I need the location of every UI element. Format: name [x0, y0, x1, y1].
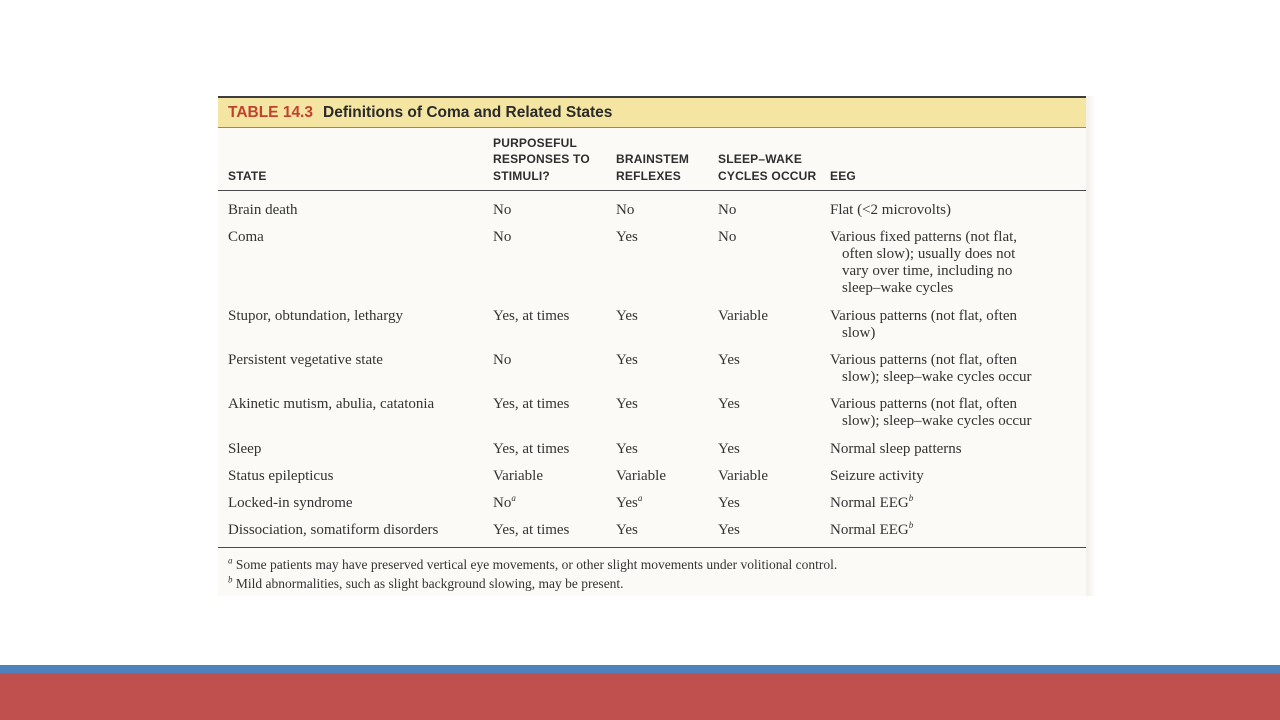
cell-value: No — [493, 352, 512, 368]
eeg-line — [830, 352, 1080, 369]
footnote-text: Mild abnormalities, such as slight background slowing, may be present. — [232, 576, 624, 591]
cell-brainstem-reflexes — [616, 468, 666, 485]
eeg-line — [830, 495, 1080, 512]
table-title-bar — [218, 96, 1086, 128]
cell-eeg — [830, 229, 1080, 297]
header-line: STIMULI? — [493, 168, 550, 183]
cell-purposeful-responses — [493, 396, 569, 413]
eeg-text: slow) — [842, 325, 876, 341]
eeg-text: Normal EEG — [830, 495, 909, 511]
cell-value: Variable — [616, 468, 666, 484]
cell-value: Yes, at times — [493, 441, 570, 457]
header-line: REFLEXES — [616, 168, 681, 183]
eeg-line — [830, 441, 1080, 458]
footnote-b — [228, 576, 624, 592]
footnote-mark: b — [908, 520, 914, 530]
cell-purposeful-responses — [493, 229, 511, 246]
cell-value: Yes, at times — [493, 308, 570, 324]
eeg-text: slow); sleep–wake cycles occur — [842, 369, 1032, 385]
eeg-line — [830, 413, 1080, 430]
footnote-text: Some patients may have preserved vertical eye movements, or other slight movements under volitional control. — [232, 557, 838, 572]
header-state — [228, 168, 267, 185]
cell-sleep-wake: No — [718, 229, 737, 245]
cell-purposeful-responses — [493, 495, 516, 512]
eeg-text: Seizure activity — [830, 468, 924, 484]
eeg-line — [830, 263, 1080, 280]
cell-state: Brain death — [228, 202, 298, 218]
cell-value: Yes — [616, 441, 638, 457]
eeg-text: vary over time, including no — [842, 263, 1013, 279]
eeg-text: Various patterns (not flat, often — [830, 308, 1018, 324]
eeg-text: often slow); usually does not — [842, 246, 1016, 262]
cell-brainstem-reflexes — [616, 495, 642, 512]
cell-brainstem-reflexes — [616, 396, 638, 413]
header-line: STATE — [228, 168, 267, 183]
cell-value: Yes — [616, 522, 638, 538]
cell-purposeful-responses — [493, 441, 569, 458]
cell-purposeful-responses — [493, 352, 511, 369]
cell-value: No — [493, 229, 512, 245]
cell-value: Yes — [616, 352, 638, 368]
header-line: PURPOSEFUL — [493, 135, 578, 150]
eeg-text: Normal EEG — [830, 522, 909, 538]
eeg-line — [830, 468, 1080, 485]
eeg-text: Various patterns (not flat, often — [830, 396, 1018, 412]
eeg-line — [830, 308, 1080, 325]
eeg-line — [830, 396, 1080, 413]
cell-sleep-wake: Yes — [718, 352, 740, 368]
cell-state: Sleep — [228, 441, 262, 457]
eeg-text: Normal sleep patterns — [830, 441, 962, 457]
cell-value: Yes — [616, 495, 638, 511]
cell-eeg — [830, 441, 1080, 458]
cell-purposeful-responses — [493, 468, 543, 485]
footnote-mark: a — [228, 555, 233, 566]
cell-sleep-wake: Yes — [718, 396, 740, 412]
cell-value: Yes — [616, 229, 638, 245]
footnote-mark: a — [511, 493, 516, 503]
eeg-text: slow); sleep–wake cycles occur — [842, 413, 1032, 429]
eeg-line — [830, 246, 1080, 263]
header-brainstem-reflexes — [616, 151, 689, 184]
cell-eeg — [830, 468, 1080, 485]
cell-state: Akinetic mutism, abulia, catatonia — [228, 396, 435, 412]
cell-sleep-wake: Yes — [718, 441, 740, 457]
cell-state: Status epilepticus — [228, 468, 334, 484]
cell-state: Stupor, obtundation, lethargy — [228, 308, 403, 324]
cell-purposeful-responses — [493, 202, 511, 219]
cell-eeg — [830, 308, 1080, 342]
eeg-text: Flat (<2 microvolts) — [830, 202, 951, 218]
cell-eeg — [830, 352, 1080, 386]
cell-state: Persistent vegetative state — [228, 352, 383, 368]
cell-value: No — [493, 202, 512, 218]
cell-brainstem-reflexes — [616, 202, 634, 219]
eeg-line — [830, 229, 1080, 246]
table-bottom-rule — [218, 547, 1086, 548]
cell-eeg — [830, 396, 1080, 430]
cell-value: Yes — [616, 396, 638, 412]
cell-sleep-wake: Variable — [718, 308, 768, 324]
table-scan — [218, 96, 1086, 596]
footnote-mark: b — [228, 574, 233, 585]
footnote-mark: a — [637, 493, 643, 503]
cell-eeg — [830, 495, 1080, 512]
header-purposeful-responses — [493, 135, 590, 185]
eeg-text: Various patterns (not flat, often — [830, 352, 1018, 368]
cell-sleep-wake: Yes — [718, 495, 740, 511]
cell-value: Yes, at times — [493, 396, 570, 412]
eeg-line — [830, 202, 1080, 219]
header-line: CYCLES OCCUR — [718, 168, 817, 183]
cell-brainstem-reflexes — [616, 308, 638, 325]
eeg-text: Various fixed patterns (not flat, — [830, 229, 1018, 245]
cell-state: Dissociation, somatiform disorders — [228, 522, 439, 538]
header-line: RESPONSES TO — [493, 152, 590, 166]
cell-sleep-wake: Yes — [718, 522, 740, 538]
cell-eeg — [830, 522, 1080, 539]
cell-value: No — [493, 495, 512, 511]
eeg-text: sleep–wake cycles — [842, 280, 954, 296]
cell-brainstem-reflexes — [616, 229, 638, 246]
slide-footer-stripe-red — [0, 673, 1280, 720]
footnote-a — [228, 557, 837, 573]
cell-state: Coma — [228, 229, 264, 245]
cell-eeg — [830, 202, 1080, 219]
cell-brainstem-reflexes — [616, 352, 638, 369]
cell-state: Locked-in syndrome — [228, 495, 353, 511]
header-line: EEG — [830, 168, 856, 183]
table-title — [228, 104, 612, 122]
header-line: BRAINSTEM — [616, 152, 690, 166]
cell-value: Yes, at times — [493, 522, 570, 538]
eeg-line — [830, 369, 1080, 386]
cell-sleep-wake: Variable — [718, 468, 768, 484]
eeg-line — [830, 522, 1080, 539]
table-header-row — [218, 128, 1086, 191]
cell-value: No — [616, 202, 635, 218]
footnote-mark: b — [908, 493, 914, 503]
cell-brainstem-reflexes — [616, 441, 638, 458]
table-number: TABLE 14.3 — [228, 104, 313, 121]
eeg-line — [830, 280, 1080, 297]
header-eeg — [830, 168, 1080, 185]
cell-purposeful-responses — [493, 308, 569, 325]
cell-value: Yes — [616, 308, 638, 324]
cell-sleep-wake: No — [718, 202, 737, 218]
cell-purposeful-responses — [493, 522, 569, 539]
header-line: SLEEP–WAKE — [718, 152, 803, 166]
table-title-text: Definitions of Coma and Related States — [323, 104, 613, 121]
eeg-line — [830, 325, 1080, 342]
cell-brainstem-reflexes — [616, 522, 638, 539]
header-sleep-wake-cycles — [718, 151, 816, 184]
scan-edge — [1086, 96, 1096, 596]
cell-value: Variable — [493, 468, 543, 484]
slide-footer-stripe-blue — [0, 665, 1280, 673]
